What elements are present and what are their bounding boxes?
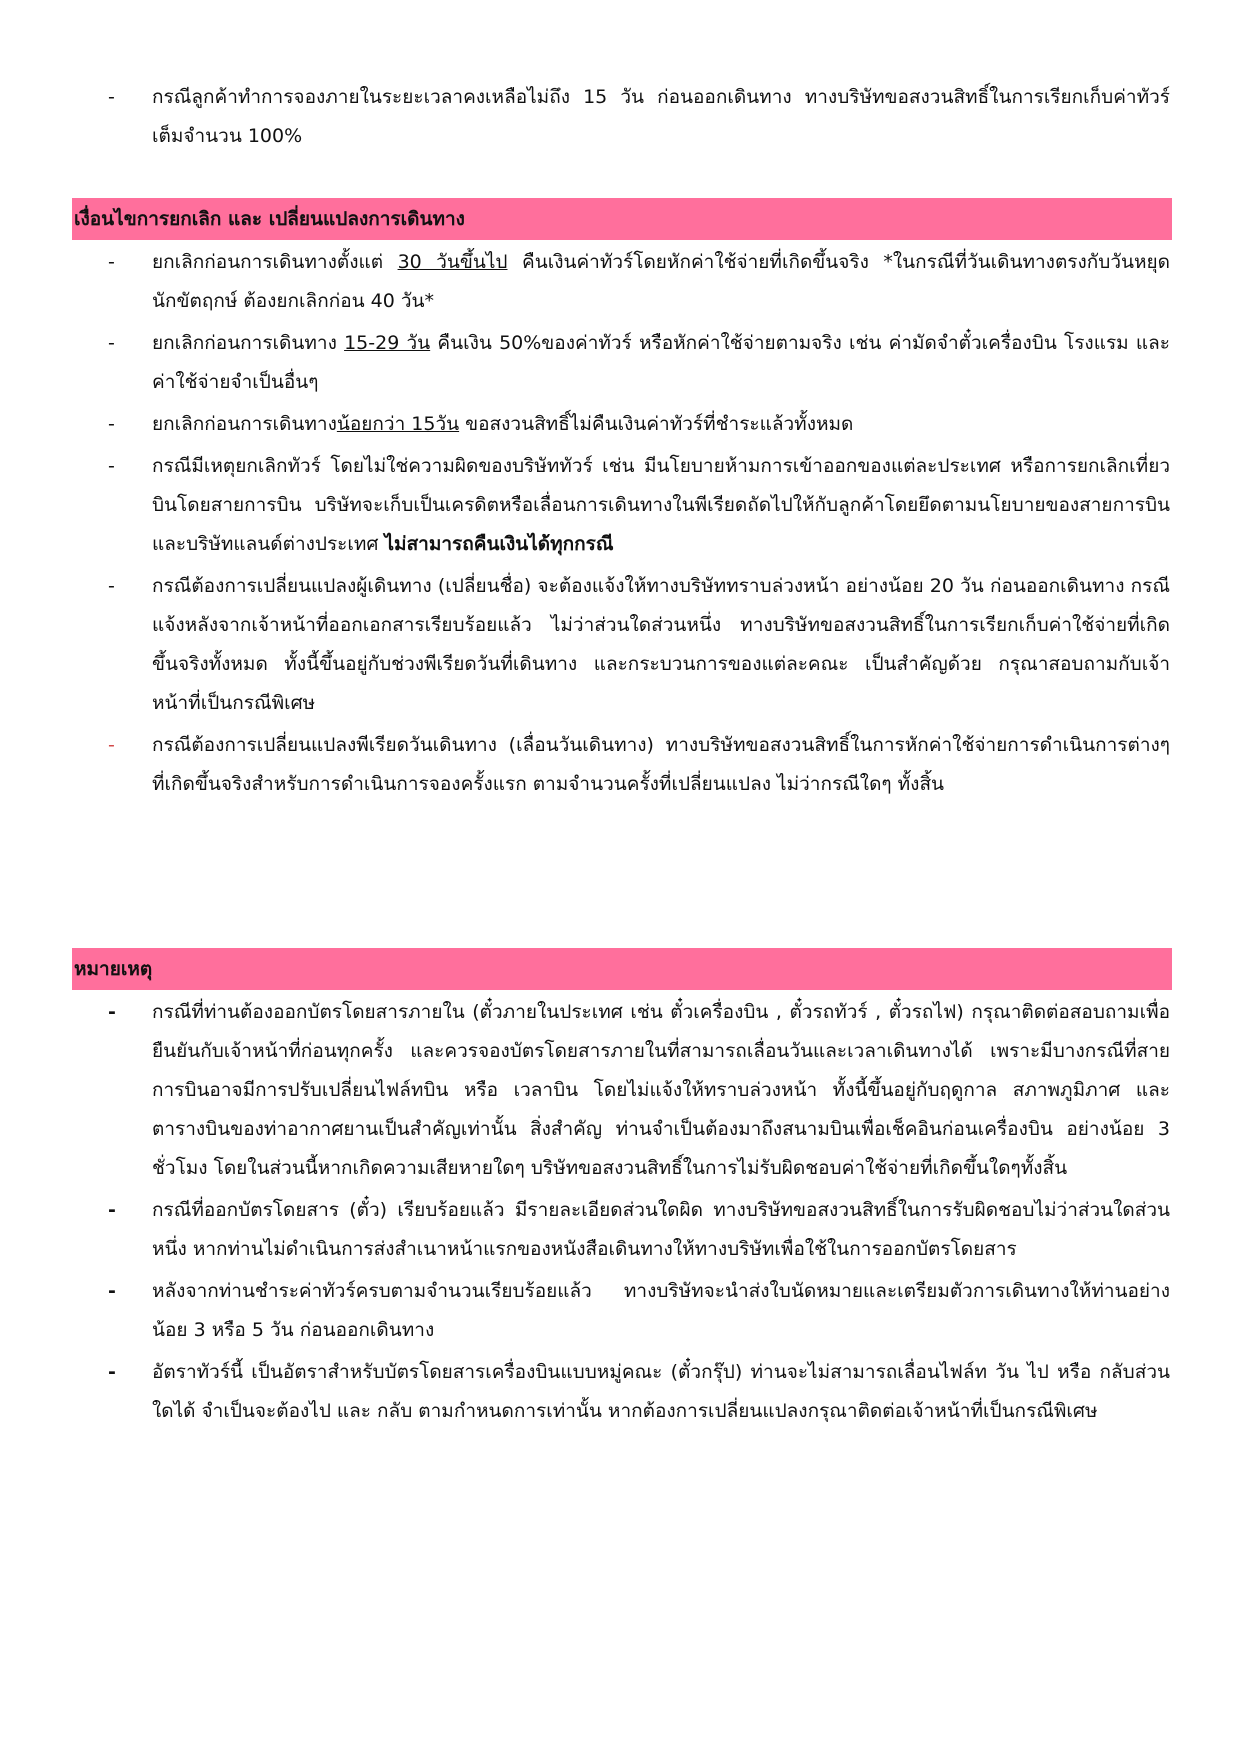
dash-bullet: -: [108, 251, 115, 273]
dash-bullet: -: [108, 1361, 116, 1383]
item-text-post: คืนเงินค่าทัวร์โดยหักค่าใช้จ่ายที่เกิดขึ้นจริง *ในกรณีที่วันเดินทางตรงกับวันหยุดนักขัตฤกษ์ ต้องยกเลิกก่อน 40 วัน*: [152, 251, 1171, 312]
dash-bullet: -: [108, 455, 115, 477]
item-text-post: ขอสงวนสิทธิ์ไม่คืนเงินค่าทัวร์ที่ชำระแล้วทั้งหมด: [459, 413, 854, 435]
list-item: [108, 567, 1170, 723]
list-item: [108, 405, 1170, 444]
list-item: [108, 993, 1170, 1188]
item-text-post: คืนเงิน 50%ของค่าทัวร์ หรือหักค่าใช้จ่ายตามจริง เช่น ค่ามัดจำตั๋วเครื่องบิน โรงแรม และค่าใช้จ่ายจำเป็นอื่นๆ: [152, 332, 1171, 393]
list-item-text: กรณีลูกค้าทำการจองภายในระยะเวลาคงเหลือไม่ถึง 15 วัน ก่อนออกเดินทาง ทางบริษัทขอสงวนสิทธิ์ในการเรียกเก็บค่าทัวร์เต็มจำนวน 100%: [152, 86, 1170, 147]
dash-bullet: -: [108, 413, 115, 435]
list-item-text: กรณีที่ท่านต้องออกบัตรโดยสารภายใน (ตั๋วภายในประเทศ เช่น ตั๋วเครื่องบิน , ตั๋วรถทัวร์ , ตั๋วรถไฟ) กรุณาติดต่อสอบถามเพื่อยืนยันกับเจ้าหน้าที่ก่อนทุกครั้ง และควรจองบัตรโดยสารภายในที่สามารถเลื่อนวันและเวลาเดินทางได้ เพราะมีบางกรณีที่สายการบินอาจมีการปรับเปลี่ยนไฟล์ทบิน หรือ เวลาบิน โดยไม่แจ้งให้ทราบล่วงหน้า ทั้งนี้ขึ้นอยู่กับฤดูกาล สภาพภูมิภาศ และ ตารางบินของท่าอากาศยานเป็นสำคัญเท่านั้น สิ่งสำคัญ ท่านจำเป็นต้องมาถึงสนามบินเพื่อเช็คอินก่อนเครื่องบิน อย่างน้อย 3 ชั่วโมง โดยในส่วนนี้หากเกิดความเสียหายใดๆ บริษัทขอสงวนสิทธิ์ในการไม่รับผิดชอบค่าใช้จ่ายที่เกิดขึ้นใดๆทั้งสิ้น: [152, 1001, 1170, 1179]
item-text-underlined: น้อยกว่า 15วัน: [336, 413, 460, 435]
remarks-list: [108, 993, 1170, 1431]
item-text-pre: ยกเลิกก่อนการเดินทาง: [152, 332, 345, 354]
dash-bullet: -: [108, 86, 115, 108]
dash-bullet: -: [108, 332, 115, 354]
cancellation-heading: เงื่อนไขการยกเลิก และ เปลี่ยนแปลงการเดินทาง: [72, 198, 1172, 240]
list-item: [108, 1191, 1170, 1269]
list-item: [108, 447, 1170, 564]
list-item: [108, 1272, 1170, 1350]
item-text-pre: ยกเลิกก่อนการเดินทางตั้งแต่: [152, 251, 398, 273]
item-text-underlined: 15-29 วัน: [344, 332, 431, 354]
dash-bullet: -: [108, 575, 115, 597]
dash-bullet: -: [108, 1199, 116, 1221]
list-item: [108, 1353, 1170, 1431]
list-item-text: หลังจากท่านชำระค่าทัวร์ครบตามจำนวนเรียบร้อยแล้ว ทางบริษัทจะนำส่งใบนัดหมายและเตรียมตัวการเดินทางให้ท่านอย่างน้อย 3 หรือ 5 วัน ก่อนออกเดินทาง: [152, 1280, 1170, 1341]
list-item: [108, 726, 1170, 804]
list-item: [108, 324, 1170, 402]
list-item-text: กรณีต้องการเปลี่ยนแปลงผู้เดินทาง (เปลี่ยนชื่อ) จะต้องแจ้งให้ทางบริษัททราบล่วงหน้า อย่างน้อย 20 วัน ก่อนออกเดินทาง กรณีแจ้งหลังจากเจ้าหน้าที่ออกเอกสารเรียบร้อยแล้ว ไม่ว่าส่วนใดส่วนหนึ่ง ทางบริษัทขอสงวนสิทธิ์ในการเรียกเก็บค่าใช้จ่ายที่เกิดขึ้นจริงทั้งหมด ทั้งนี้ขึ้นอยู่กับช่วงพีเรียดวันที่เดินทาง และกระบวนการของแต่ละคณะ เป็นสำคัญด้วย กรุณาสอบถามกับเจ้าหน้าที่เป็นกรณีพิเศษ: [152, 575, 1170, 714]
list-item-text: กรณีต้องการเปลี่ยนแปลงพีเรียดวันเดินทาง (เลื่อนวันเดินทาง) ทางบริษัทขอสงวนสิทธิ์ในการหักค่าใช้จ่ายการดำเนินการต่างๆ ที่เกิดขึ้นจริงสำหรับการดำเนินการจองครั้งแรก ตามจำนวนครั้งที่เปลี่ยนแปลง ไม่ว่ากรณีใดๆ ทั้งสิ้น: [152, 734, 1170, 795]
list-item-text: กรณีที่ออกบัตรโดยสาร (ตั๋ว) เรียบร้อยแล้ว มีรายละเอียดส่วนใดผิด ทางบริษัทขอสงวนสิทธิ์ในการรับผิดชอบไม่ว่าส่วนใดส่วนหนึ่ง หากท่านไม่ดำเนินการส่งสำเนาหน้าแรกของหนังสือเดินทางให้ทางบริษัทเพื่อใช้ในการออกบัตรโดยสาร: [152, 1199, 1170, 1260]
cancellation-list: [108, 243, 1170, 804]
item-text-pre: ยกเลิกก่อนการเดินทาง: [152, 413, 337, 435]
item-text-bold: ไม่สามารถคืนเงินได้ทุกกรณี: [384, 533, 614, 555]
dash-bullet: -: [108, 1280, 116, 1302]
list-item-text: อัตราทัวร์นี้ เป็นอัตราสำหรับบัตรโดยสารเครื่องบินแบบหมู่คณะ (ตั๋วกรุ๊ป) ท่านจะไม่สามารถเลื่อนไฟล์ท วัน ไป หรือ กลับส่วนใดได้ จำเป็นจะต้องไป และ กลับ ตามกำหนดการเท่านั้น หากต้องการเปลี่ยนแปลงกรุณาติดต่อเจ้าหน้าที่เป็นกรณีพิเศษ: [152, 1361, 1170, 1422]
remarks-heading: หมายเหตุ: [72, 948, 1172, 990]
list-item: [108, 243, 1170, 321]
list-item-text: กรณีมีเหตุยกเลิกทัวร์ โดยไม่ใช่ความผิดของบริษัททัวร์ เช่น มีนโยบายห้ามการเข้าออกของแต่ละประเทศ หรือการยกเลิกเที่ยวบินโดยสายการบิน บริษัทจะเก็บเป็นเครดิตหรือเลื่อนการเดินทางในพีเรียดถัดไปให้กับลูกค้าโดยยึดตามนโยบายของสายการบินและบริษัทแลนด์ต่างประเทศ: [152, 455, 1170, 555]
list-item: [108, 78, 1170, 156]
item-text-underlined: 30 วันขึ้นไป: [397, 251, 508, 273]
dash-bullet: -: [108, 1001, 116, 1023]
intro-list: [108, 78, 1170, 156]
dash-bullet-red: -: [108, 734, 115, 756]
